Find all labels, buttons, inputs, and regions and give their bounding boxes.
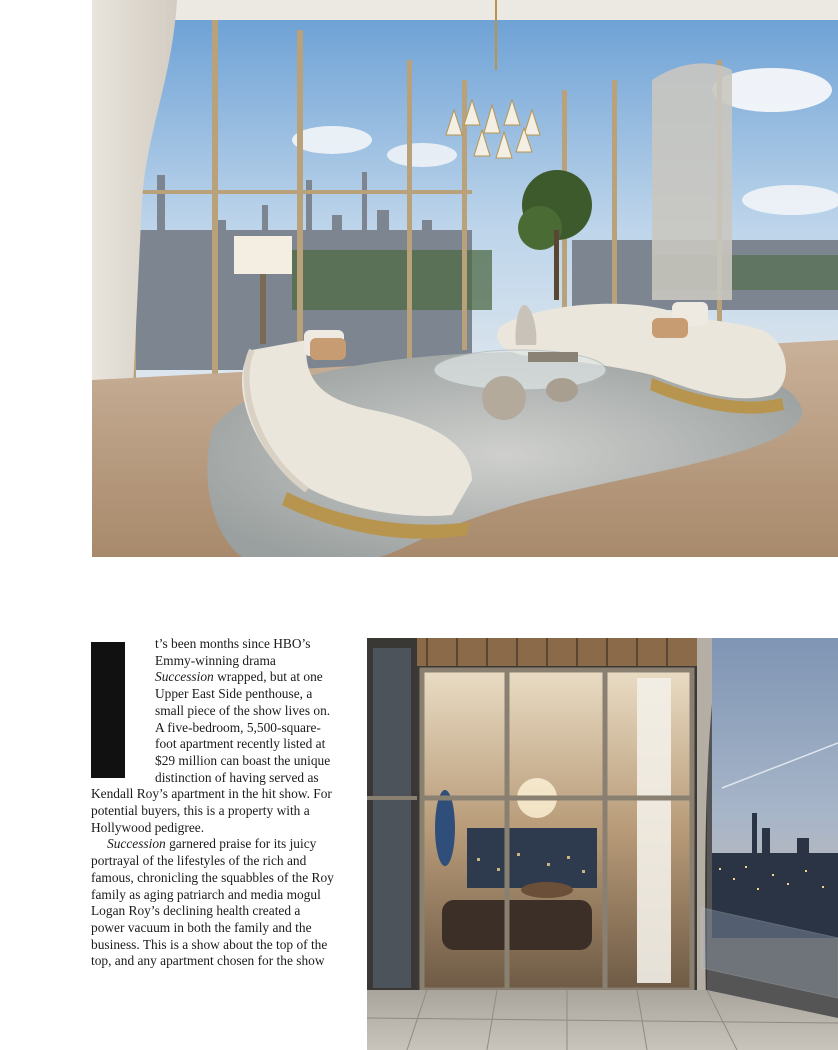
paragraph-text: t’s been months since HBO’s Emmy-winning drama xyxy=(155,636,311,668)
terrace-photo xyxy=(367,638,838,1050)
show-title: Succession xyxy=(107,836,166,852)
article-body xyxy=(91,636,334,970)
paragraph-text: wrapped, but at one Upper East Side penthouse, a small piece of the show lives on. A five-bedroom, 5,500-square-foot apartment recently listed at $29 million can boast the unique distinction of having served as Kendall Roy’s apartment in the hit show. For potential buyers, this is a property with a Hollywood pedigree. xyxy=(91,669,332,835)
drop-cap-block xyxy=(91,642,125,778)
show-title: Succession xyxy=(155,669,214,685)
article-paragraph-2 xyxy=(91,836,334,970)
paragraph-text: garnered praise for its juicy portrayal of the lifestyles of the rich and famous, chronicling the squabbles of the Roy family as aging patriarch and media mogul Logan Roy’s declining health created a power vacuum in both the family and the business. This is a show about the top of the top, and any apartment chosen for the show xyxy=(91,836,334,969)
article-paragraph-1 xyxy=(91,636,334,836)
living-room-photo xyxy=(92,0,838,557)
